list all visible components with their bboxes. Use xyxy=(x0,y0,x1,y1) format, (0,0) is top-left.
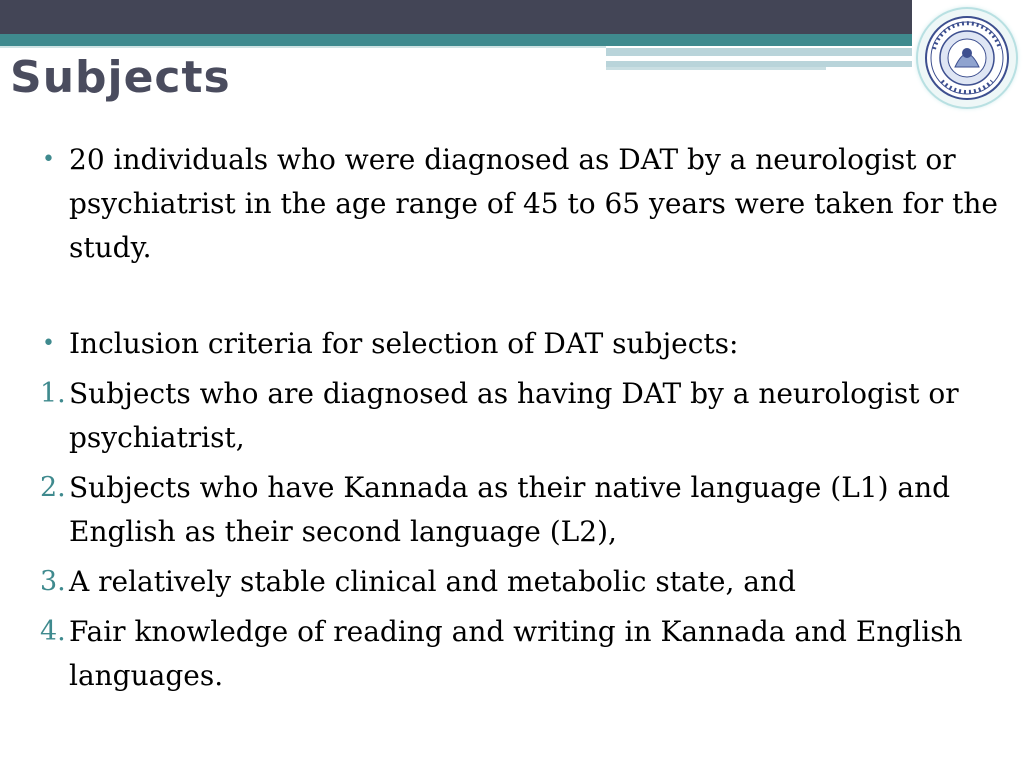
bullet-item xyxy=(40,138,1010,270)
criteria-item xyxy=(40,466,1010,554)
criteria-text: Subjects who have Kannada as their native language (L1) and English as their second language (L2), xyxy=(69,471,951,548)
header-thin-line xyxy=(0,46,606,48)
bullet-item xyxy=(40,322,1010,366)
bullet-text: 20 individuals who were diagnosed as DAT by a neurologist or psychiatrist in the age range of 45 to 65 years were taken for the study. xyxy=(69,143,998,264)
criteria-text: Fair knowledge of reading and writing in Kannada and English languages. xyxy=(69,615,963,692)
bullet-marker: • xyxy=(42,331,55,356)
header-accent-bar-short xyxy=(606,67,826,70)
criteria-item xyxy=(40,372,1010,460)
bullet-text: Inclusion criteria for selection of DAT subjects: xyxy=(69,327,739,360)
header-teal-bar xyxy=(0,34,912,46)
criteria-number: 3. xyxy=(40,566,66,597)
criteria-text: A relatively stable clinical and metabolic state, and xyxy=(69,565,796,598)
criteria-number: 1. xyxy=(40,378,66,409)
header-accent-bar xyxy=(606,48,912,56)
slide-body xyxy=(40,138,1010,698)
criteria-item xyxy=(40,610,1010,698)
slide-title: Subjects xyxy=(10,52,231,103)
criteria-number: 4. xyxy=(40,616,66,647)
criteria-number: 2. xyxy=(40,472,66,503)
institute-seal-icon xyxy=(918,9,1016,107)
criteria-item xyxy=(40,560,1010,604)
criteria-text: Subjects who are diagnosed as having DAT by a neurologist or psychiatrist, xyxy=(69,377,959,454)
bullet-marker: • xyxy=(42,147,55,172)
header-dark-band xyxy=(0,0,912,34)
